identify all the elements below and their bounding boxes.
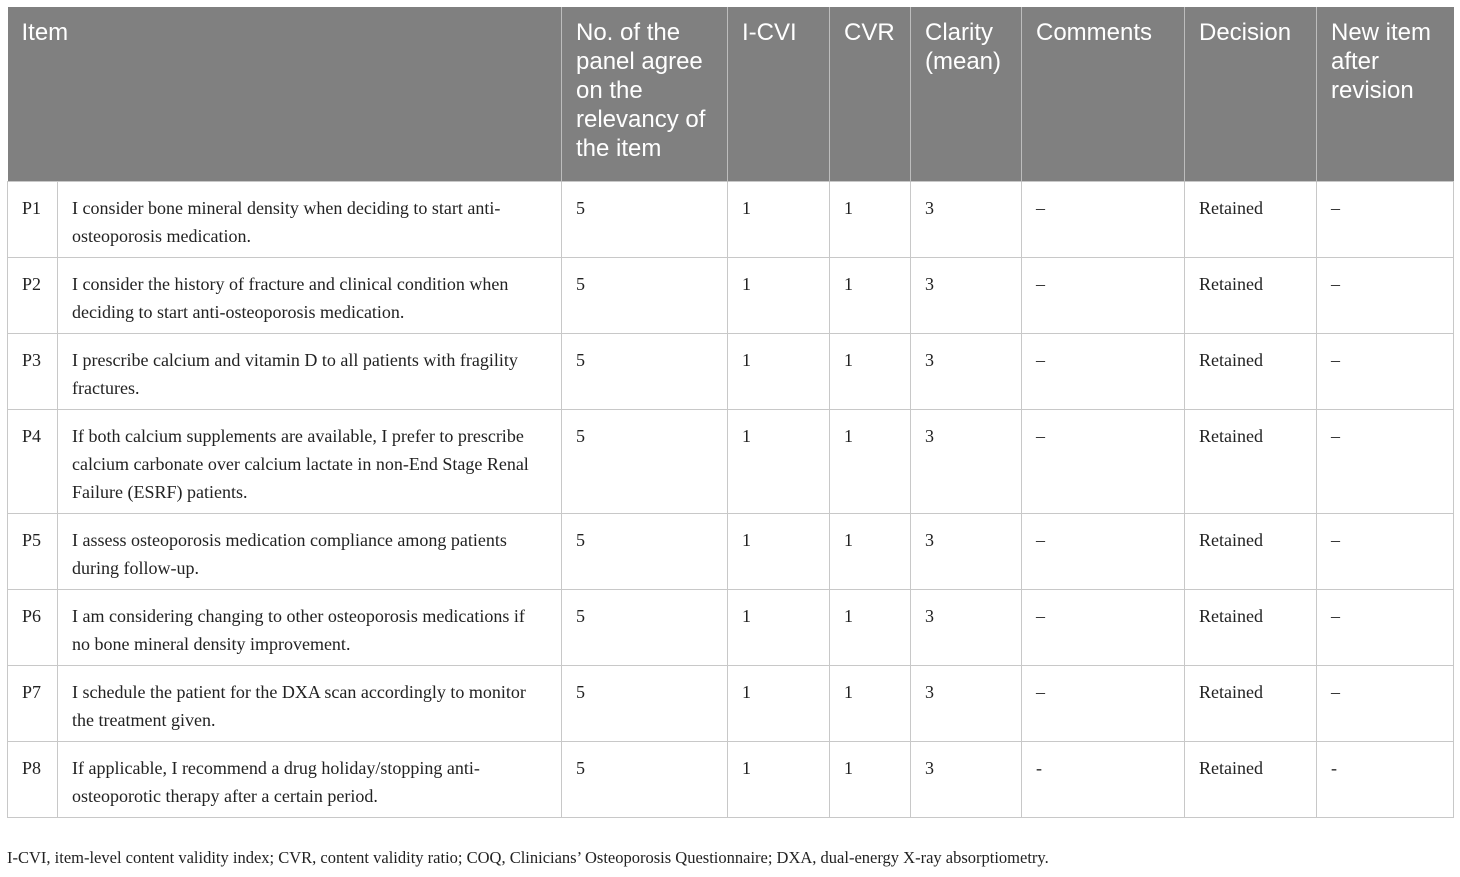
icvi-cell: 1: [728, 181, 830, 257]
panel-agree-cell: 5: [562, 665, 728, 741]
item-text: I am considering changing to other osteoporosis medications if no bone mineral density improvement.: [58, 589, 562, 665]
item-id: P2: [8, 257, 58, 333]
new-item-cell: –: [1317, 665, 1454, 741]
table-row: [8, 665, 1454, 741]
item-id: P8: [8, 741, 58, 817]
cvr-cell: 1: [830, 181, 911, 257]
content-validity-table: [7, 7, 1454, 818]
item-text: I prescribe calcium and vitamin D to all patients with fragility fractures.: [58, 333, 562, 409]
table-row: [8, 409, 1454, 513]
icvi-cell: 1: [728, 333, 830, 409]
decision-cell: Retained: [1185, 181, 1317, 257]
cvr-cell: 1: [830, 333, 911, 409]
panel-agree-cell: 5: [562, 257, 728, 333]
comments-cell: –: [1022, 665, 1185, 741]
clarity-cell: 3: [911, 665, 1022, 741]
comments-cell: –: [1022, 257, 1185, 333]
icvi-cell: 1: [728, 409, 830, 513]
cvr-cell: 1: [830, 741, 911, 817]
header-comments: Comments: [1022, 7, 1185, 181]
panel-agree-cell: 5: [562, 589, 728, 665]
decision-cell: Retained: [1185, 333, 1317, 409]
icvi-cell: 1: [728, 513, 830, 589]
item-text: If both calcium supplements are available, I prefer to prescribe calcium carbonate over calcium lactate in non-End Stage Renal Failure (ESRF) patients.: [58, 409, 562, 513]
clarity-cell: 3: [911, 513, 1022, 589]
clarity-cell: 3: [911, 741, 1022, 817]
decision-cell: Retained: [1185, 513, 1317, 589]
table-wrapper: [7, 7, 1453, 818]
header-decision: Decision: [1185, 7, 1317, 181]
panel-agree-cell: 5: [562, 513, 728, 589]
header-cvr: CVR: [830, 7, 911, 181]
header-clarity: Clarity (mean): [911, 7, 1022, 181]
new-item-cell: –: [1317, 181, 1454, 257]
item-id: P7: [8, 665, 58, 741]
clarity-cell: 3: [911, 409, 1022, 513]
comments-cell: –: [1022, 589, 1185, 665]
panel-agree-cell: 5: [562, 741, 728, 817]
header-item: Item: [8, 7, 562, 181]
decision-cell: Retained: [1185, 409, 1317, 513]
panel-agree-cell: 5: [562, 181, 728, 257]
comments-cell: -: [1022, 741, 1185, 817]
item-id: P4: [8, 409, 58, 513]
icvi-cell: 1: [728, 257, 830, 333]
clarity-cell: 3: [911, 257, 1022, 333]
new-item-cell: –: [1317, 513, 1454, 589]
panel-agree-cell: 5: [562, 409, 728, 513]
icvi-cell: 1: [728, 741, 830, 817]
item-text: I schedule the patient for the DXA scan accordingly to monitor the treatment given.: [58, 665, 562, 741]
decision-cell: Retained: [1185, 589, 1317, 665]
new-item-cell: –: [1317, 589, 1454, 665]
header-row: [8, 7, 1454, 181]
header-icvi: I-CVI: [728, 7, 830, 181]
cvr-cell: 1: [830, 589, 911, 665]
new-item-cell: -: [1317, 741, 1454, 817]
item-text: I assess osteoporosis medication compliance among patients during follow-up.: [58, 513, 562, 589]
item-id: P3: [8, 333, 58, 409]
clarity-cell: 3: [911, 181, 1022, 257]
icvi-cell: 1: [728, 589, 830, 665]
cvr-cell: 1: [830, 257, 911, 333]
table-row: [8, 333, 1454, 409]
cvr-cell: 1: [830, 409, 911, 513]
table-row: [8, 513, 1454, 589]
comments-cell: –: [1022, 181, 1185, 257]
cvr-cell: 1: [830, 665, 911, 741]
item-id: P1: [8, 181, 58, 257]
decision-cell: Retained: [1185, 741, 1317, 817]
comments-cell: –: [1022, 409, 1185, 513]
header-new-item: New item after revision: [1317, 7, 1454, 181]
clarity-cell: 3: [911, 589, 1022, 665]
comments-cell: –: [1022, 513, 1185, 589]
icvi-cell: 1: [728, 665, 830, 741]
clarity-cell: 3: [911, 333, 1022, 409]
new-item-cell: –: [1317, 257, 1454, 333]
cvr-cell: 1: [830, 513, 911, 589]
table-row: [8, 257, 1454, 333]
decision-cell: Retained: [1185, 665, 1317, 741]
header-panel-agree: No. of the panel agree on the relevancy of the item: [562, 7, 728, 181]
new-item-cell: –: [1317, 333, 1454, 409]
item-text: I consider the history of fracture and clinical condition when deciding to start anti-osteoporosis medication.: [58, 257, 562, 333]
table-row: [8, 181, 1454, 257]
table-footnote: I-CVI, item-level content validity index; CVR, content validity ratio; COQ, Clinicians’ Osteoporosis Questionnaire; DXA, dual-energy X-ray absorptiometry.: [7, 848, 1049, 867]
item-id: P6: [8, 589, 58, 665]
decision-cell: Retained: [1185, 257, 1317, 333]
item-id: P5: [8, 513, 58, 589]
table-row: [8, 589, 1454, 665]
comments-cell: –: [1022, 333, 1185, 409]
item-text: I consider bone mineral density when deciding to start anti-osteoporosis medication.: [58, 181, 562, 257]
table-row: [8, 741, 1454, 817]
item-text: If applicable, I recommend a drug holiday/stopping anti-osteoporotic therapy after a certain period.: [58, 741, 562, 817]
new-item-cell: –: [1317, 409, 1454, 513]
panel-agree-cell: 5: [562, 333, 728, 409]
